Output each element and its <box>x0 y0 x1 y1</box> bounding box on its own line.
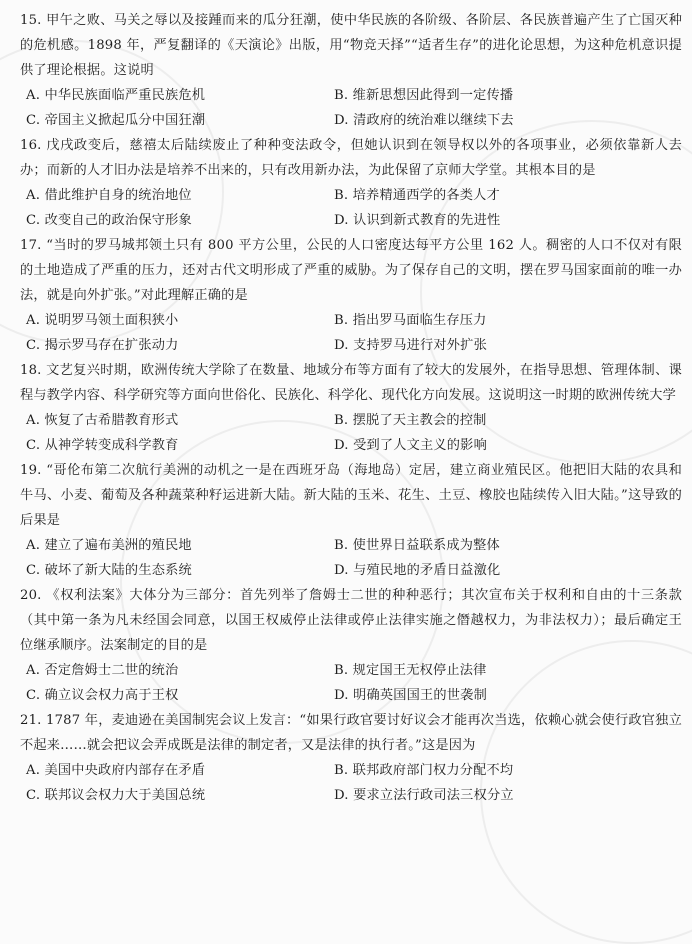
question-options <box>20 408 682 458</box>
question-options <box>20 533 682 583</box>
option-d: D. 认识到新式教育的先进性 <box>334 213 501 228</box>
question-stem: 16. 戊戌政变后，慈禧太后陆续废止了种种变法政令，但她认识到在领导权以外的各项事业，必须依靠新人去办；而新的人才旧办法是培养不出来的，只有改用新办法，为此保留了京师大学堂。其根本目的是 <box>20 138 682 178</box>
option-b: B. 使世界日益联系成为整体 <box>334 538 500 553</box>
option-a: A. 美国中央政府内部存在矛盾 <box>26 763 206 778</box>
option-b: B. 培养精通西学的各类人才 <box>334 188 500 203</box>
question-15 <box>20 8 682 133</box>
question-stem: 18. 文艺复兴时期，欧洲传统大学除了在数量、地域分布等方面有了较大的发展外，在指导思想、管理体制、课程与教学内容、科学研究等方面向世俗化、民族化、科学化、现代化方向发展。这说明这一时期的欧洲传统大学 <box>20 363 682 403</box>
question-19 <box>20 458 682 583</box>
option-c: C. 从神学转变成科学教育 <box>26 438 179 453</box>
question-options <box>20 83 682 133</box>
option-a: A. 借此维护自身的统治地位 <box>26 188 192 203</box>
option-a: A. 恢复了古希腊教育形式 <box>26 413 179 428</box>
question-options <box>20 183 682 233</box>
question-17 <box>20 233 682 358</box>
question-options <box>20 658 682 708</box>
option-c: C. 确立议会权力高于王权 <box>26 688 179 703</box>
option-c: C. 联邦议会权力大于美国总统 <box>26 788 206 803</box>
question-stem: 20. 《权利法案》大体分为三部分：首先列举了詹姆士二世的种种恶行；其次宣布关于权利和自由的十三条款（其中第一条为凡未经国会同意，以国王权威停止法律或停止法律实施之僭越权力，为非法权力）；最后确定王位继承顺序。法案制定的目的是 <box>20 588 682 653</box>
option-a: A. 说明罗马领土面积狭小 <box>26 313 179 328</box>
option-c: C. 破坏了新大陆的生态系统 <box>26 563 192 578</box>
question-stem: 15. 甲午之败、马关之辱以及接踵而来的瓜分狂潮，使中华民族的各阶级、各阶层、各民族普遍产生了亡国灭种的危机感。1898 年，严复翻译的《天演论》出版，用“物竞天择”“适者生存”的进化论思想，为这种危机意识提供了理论根据。这说明 <box>20 13 682 78</box>
option-a: A. 建立了遍布美洲的殖民地 <box>26 538 192 553</box>
option-d: D. 支持罗马进行对外扩张 <box>334 338 487 353</box>
option-d: D. 受到了人文主义的影响 <box>334 438 487 453</box>
option-b: B. 规定国王无权停止法律 <box>334 663 487 678</box>
question-options <box>20 308 682 358</box>
question-20 <box>20 583 682 708</box>
question-stem: 21. 1787 年，麦迪逊在美国制宪会议上发言：“如果行政官要讨好议会才能再次当选，依赖心就会使行政官独立不起来……就会把议会弄成既是法律的制定者，又是法律的执行者。”这是因为 <box>20 713 682 753</box>
question-stem: 19. “哥伦布第二次航行美洲的动机之一是在西班牙岛（海地岛）定居，建立商业殖民区。他把旧大陆的农具和牛马、小麦、葡萄及各种蔬菜种籽运进新大陆。新大陆的玉米、花生、土豆、橡胶也陆续传入旧大陆。”这导致的后果是 <box>20 463 682 528</box>
option-b: B. 指出罗马面临生存压力 <box>334 313 487 328</box>
option-b: B. 联邦政府部门权力分配不均 <box>334 763 514 778</box>
option-d: D. 清政府的统治难以继续下去 <box>334 113 514 128</box>
question-options <box>20 758 682 808</box>
option-d: D. 与殖民地的矛盾日益激化 <box>334 563 501 578</box>
question-list <box>20 8 682 808</box>
option-c: C. 改变自己的政治保守形象 <box>26 213 192 228</box>
question-18 <box>20 358 682 458</box>
question-16 <box>20 133 682 233</box>
option-d: D. 明确英国国王的世袭制 <box>334 688 487 703</box>
question-stem: 17. “当时的罗马城邦领土只有 800 平方公里，公民的人口密度达每平方公里 162 人。稠密的人口不仅对有限的土地造成了严重的压力，还对古代文明形成了严重的威胁。为了保存自己的文明，摆在罗马国家面前的唯一办法，就是向外扩张。”对此理解正确的是 <box>20 238 682 303</box>
option-c: C. 揭示罗马存在扩张动力 <box>26 338 179 353</box>
question-21 <box>20 708 682 808</box>
option-d: D. 要求立法行政司法三权分立 <box>334 788 514 803</box>
option-c: C. 帝国主义掀起瓜分中国狂潮 <box>26 113 206 128</box>
option-a: A. 中华民族面临严重民族危机 <box>26 88 206 103</box>
option-b: B. 维新思想因此得到一定传播 <box>334 88 514 103</box>
option-a: A. 否定詹姆士二世的统治 <box>26 663 179 678</box>
option-b: B. 摆脱了天主教会的控制 <box>334 413 487 428</box>
